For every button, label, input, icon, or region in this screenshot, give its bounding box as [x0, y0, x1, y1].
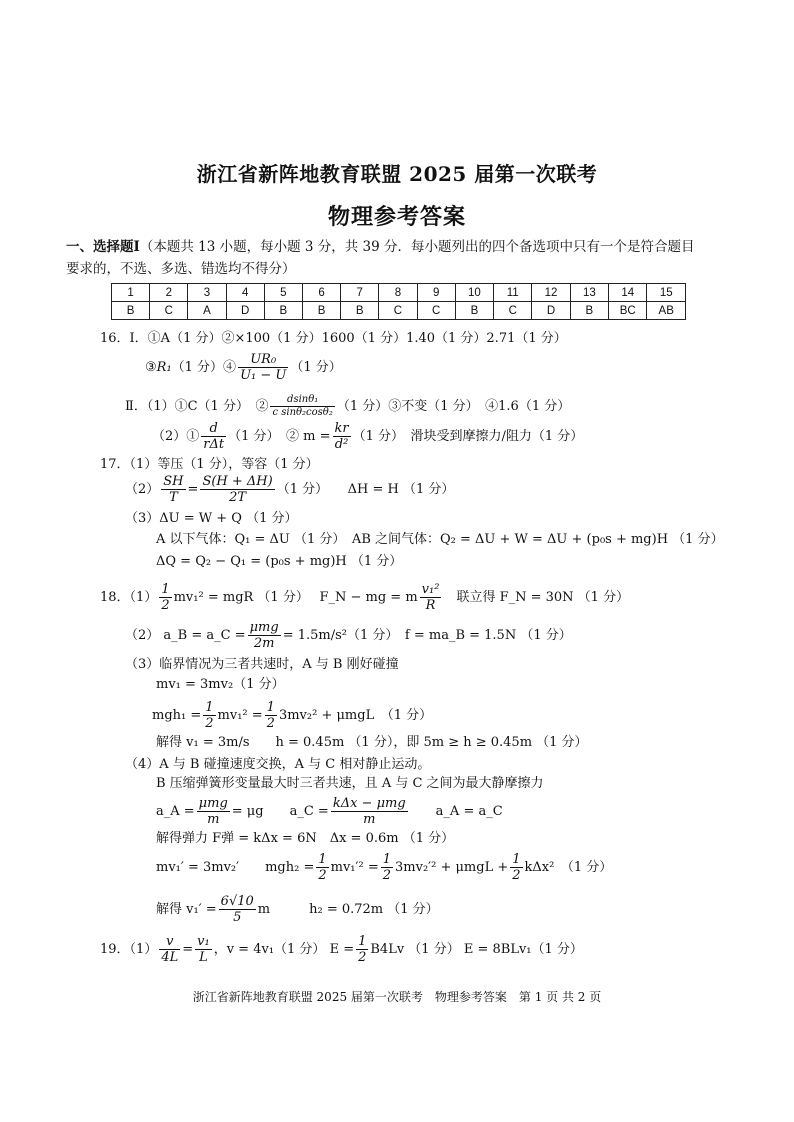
q18-line-6: 解得 v₁ = 3m/s h = 0.45m （1 分），即 5m ≥ h ≥ 0.45m （1 分）	[156, 735, 588, 750]
q18-text: a_A = a_C	[409, 804, 503, 819]
q16-fraction-numerator: kr	[334, 421, 349, 436]
q16-r1: R₁	[156, 360, 172, 375]
answer-cell: C	[494, 302, 532, 320]
q16-part-2-line-1	[125, 394, 570, 419]
question-number: 11	[494, 284, 532, 302]
q18-fraction-numerator: 1	[161, 582, 170, 597]
q18-fraction-numerator: 1	[205, 700, 214, 715]
question-number: 7	[341, 284, 379, 302]
q18-fraction-denominator: 2	[266, 716, 275, 731]
q19-text: 19．（1）	[100, 942, 158, 957]
answer-cell: B	[570, 302, 608, 320]
exam-title: 浙江省新阵地教育联盟 2025 届第一次联考	[196, 162, 598, 186]
q18-text: 3mv₂′² + μmgL +	[395, 860, 509, 875]
q16-fraction-denominator: c sinθ₂cosθ₂	[272, 407, 333, 418]
answer-cell: AB	[647, 302, 686, 320]
q18-text: mv₁′² =	[330, 860, 379, 875]
q18-fraction-denominator: 2	[318, 868, 327, 883]
q16-score: （1 分）	[290, 360, 342, 375]
q18-fraction-numerator: kΔx − μmg	[332, 796, 406, 811]
q16-part-2-text: （1 分） ② m =	[228, 429, 331, 444]
q18-line-10: 解得弹力 F弹 = kΔx = 6N Δx = 0.6m （1 分）	[156, 831, 455, 846]
q18-text: 3mv₂² + μmgL （1 分）	[278, 708, 433, 723]
question-number: 9	[417, 284, 455, 302]
answer-cell: B	[112, 302, 150, 320]
q19-fraction-denominator: 4L	[161, 950, 179, 965]
section-1-instructions: （本题共 13 小题，每小题 3 分，共 39 分．每小题列出的四个备选项中只有一个是符合题目要求的，不选、多选、错选均不得分）	[66, 239, 695, 277]
answer-key-title: 物理参考答案	[327, 204, 466, 230]
q18-text: mv₁′ = 3mv₂′ mgh₂ =	[156, 860, 315, 875]
q18-line-1	[100, 582, 629, 613]
section-1-intro	[66, 236, 706, 280]
q16-fraction-denominator: U₁ − U	[240, 368, 287, 383]
answer-cell: C	[150, 302, 188, 320]
question-number: 14	[609, 284, 647, 302]
answer-cell: B	[264, 302, 302, 320]
q16-line-1: 16．Ⅰ．①A（1 分）②×100（1 分）1600（1 分）1.40（1 分）2.71（1 分）	[100, 331, 567, 346]
q18-fraction-umg	[248, 620, 281, 651]
answer-cell: B	[341, 302, 379, 320]
question-number: 1	[112, 284, 150, 302]
q17-fraction-s	[200, 474, 274, 505]
q18-line-5	[152, 700, 432, 731]
q18-fraction-denominator: 2m	[253, 636, 275, 651]
page-footer: 浙江省新阵地教育联盟 2025 届第一次联考 物理参考答案 第 1 页 共 2 页	[192, 990, 602, 1004]
q16-part-2-text: （2）①	[152, 429, 200, 444]
q18-line-3: （3）临界情况为三者共速时，A 与 B 刚好碰撞	[125, 657, 399, 672]
q19-fraction-half	[356, 934, 368, 965]
q18-fraction-half	[510, 852, 522, 883]
q16-score: （1 分）④	[171, 360, 237, 375]
q19-fraction-v	[159, 934, 180, 965]
q16-fraction-denominator: rΔt	[203, 437, 225, 452]
q19-fraction-numerator: v₁	[197, 934, 210, 949]
q17-text: （2）	[125, 482, 160, 497]
question-number: 13	[570, 284, 608, 302]
q18-fraction-half	[316, 852, 328, 883]
question-number: 8	[379, 284, 417, 302]
q18-line-12	[156, 894, 439, 925]
q17-fraction-denominator: T	[169, 490, 178, 505]
q18-text: （2） a_B = a_C =	[125, 628, 246, 643]
q17-line-5: ΔQ = Q₂ − Q₁ = (p₀s + mg)H （1 分）	[156, 554, 403, 569]
q17-line-3: （3）ΔU = W + Q （1 分）	[125, 511, 298, 526]
choice-answer-table	[111, 283, 686, 320]
q16-part-2-text: （1 分） 滑块受到摩擦力/阻力（1 分）	[352, 429, 584, 444]
q16-fraction-numerator: dsinθ₁	[270, 394, 334, 407]
q18-text: = μg a_C =	[231, 804, 329, 819]
q18-text: kΔx² （1 分）	[524, 860, 613, 875]
q18-fraction-numerator: 1	[266, 700, 275, 715]
q18-fraction-numerator: 1	[382, 852, 391, 867]
q17-equals: =	[187, 482, 199, 497]
q18-fraction-numerator: 1	[512, 852, 521, 867]
q17-line-1: 17．（1）等压（1 分），等容（1 分）	[100, 457, 319, 472]
q18-fraction-denominator: 5	[233, 910, 242, 925]
answer-cell: C	[417, 302, 455, 320]
answer-cell: A	[188, 302, 226, 320]
q17-text: （1 分） ΔH = H （1 分）	[276, 482, 455, 497]
q18-fraction-numerator: 1	[318, 852, 327, 867]
question-number: 15	[647, 284, 686, 302]
q16-part-2-text: Ⅱ．（1）①C（1 分） ②	[125, 399, 269, 414]
q18-line-11	[156, 852, 612, 883]
q18-line-2	[125, 620, 572, 651]
q19-fraction-numerator: v	[159, 934, 180, 950]
q16-fraction-numerator: d	[201, 421, 226, 437]
q19-text: ，v = 4v₁（1 分） E =	[213, 942, 355, 957]
q19-fraction-denominator: L	[199, 950, 208, 965]
q17-fraction-numerator: SH	[163, 474, 184, 489]
question-number: 12	[532, 284, 570, 302]
question-number: 6	[302, 284, 340, 302]
question-number: 4	[226, 284, 264, 302]
q16-fraction-sin	[270, 394, 334, 419]
q18-fraction-root	[219, 894, 256, 925]
q19-fraction-numerator: 1	[358, 934, 367, 949]
q19-text: B4Lv （1 分） E = 8BLv₁（1 分）	[370, 942, 583, 957]
q16-part-2-text: （1 分）③不变（1 分） ④1.6（1 分）	[336, 399, 571, 414]
q18-fraction-kdx	[331, 796, 408, 827]
q17-fraction-numerator: S(H + ΔH)	[202, 474, 273, 489]
q16-fraction-d	[201, 421, 226, 452]
q16-line-2	[145, 352, 342, 383]
q16-part-2-line-2	[152, 421, 583, 452]
q18-fraction-half	[265, 700, 277, 731]
question-number: 2	[150, 284, 188, 302]
q16-fraction-ur0	[238, 352, 288, 383]
q18-text: mv₁² = mgR （1 分） F_N − mg = m	[173, 590, 418, 605]
q18-fraction-denominator: m	[363, 812, 376, 827]
q18-fraction-denominator: 2	[512, 868, 521, 883]
q18-text: 联立得 F_N = 30N （1 分）	[443, 590, 630, 605]
q16-fraction-denominator: d²	[334, 437, 349, 452]
q18-fraction-half	[203, 700, 215, 731]
q18-line-8: B 压缩弹簧形变量最大时三者共速，且 A 与 C 之间为最大静摩擦力	[156, 776, 544, 791]
q18-fraction-umg	[197, 796, 230, 827]
q17-line-2	[125, 474, 454, 505]
section-1-heading: 一、选择题Ⅰ	[66, 239, 140, 255]
q18-text: mgh₁ =	[152, 708, 202, 723]
q18-fraction-denominator: 2	[382, 868, 391, 883]
q19-equals: =	[182, 942, 194, 957]
q18-fraction-numerator: μmg	[198, 796, 228, 811]
q18-text: 解得 v₁′ =	[156, 902, 217, 917]
q18-fraction-half	[159, 582, 171, 613]
question-number: 5	[264, 284, 302, 302]
question-number-row	[112, 284, 686, 302]
answer-cell: D	[226, 302, 264, 320]
q18-line-7: （4）A 与 B 碰撞速度交换，A 与 C 相对静止运动。	[125, 757, 431, 772]
answer-cell: B	[302, 302, 340, 320]
question-number: 3	[188, 284, 226, 302]
answer-row	[112, 302, 686, 320]
q19-fraction-v1	[195, 934, 212, 965]
q18-text: a_A =	[156, 804, 195, 819]
q18-fraction-half	[381, 852, 393, 883]
answer-cell: C	[379, 302, 417, 320]
q18-text: m h₂ = 0.72m （1 分）	[257, 902, 439, 917]
q17-fraction-denominator: 2T	[229, 490, 247, 505]
q18-fraction-v1	[420, 582, 442, 613]
q18-fraction-denominator: 2	[205, 716, 214, 731]
q16-mark-3: ③	[145, 360, 157, 375]
q18-text: 18．（1）	[100, 590, 158, 605]
answer-cell: B	[455, 302, 493, 320]
question-number: 10	[455, 284, 493, 302]
answer-cell: BC	[609, 302, 647, 320]
q18-line-4: mv₁ = 3mv₂（1 分）	[156, 677, 285, 692]
q19-line-1	[100, 934, 583, 965]
q18-fraction-numerator: v₁²	[421, 582, 440, 597]
q18-text: = 1.5m/s²（1 分） f = ma_B = 1.5N （1 分）	[282, 628, 572, 643]
q18-fraction-numerator: 6√10	[220, 894, 254, 909]
q18-line-9	[156, 796, 503, 827]
q18-fraction-denominator: m	[207, 812, 220, 827]
q17-fraction-sh	[161, 474, 185, 505]
q16-fraction-numerator: UR₀	[238, 352, 288, 368]
q18-text: mv₁² =	[217, 708, 263, 723]
q18-fraction-numerator: μmg	[249, 620, 279, 635]
q16-fraction-kr	[333, 421, 351, 452]
q18-fraction-denominator: R	[425, 598, 436, 613]
q19-fraction-denominator: 2	[358, 950, 367, 965]
q18-fraction-denominator: 2	[161, 598, 170, 613]
q17-line-4: A 以下气体：Q₁ = ΔU （1 分） AB 之间气体：Q₂ = ΔU + W = ΔU + (p₀s + mg)H （1 分）	[156, 532, 724, 547]
answer-cell: D	[532, 302, 570, 320]
